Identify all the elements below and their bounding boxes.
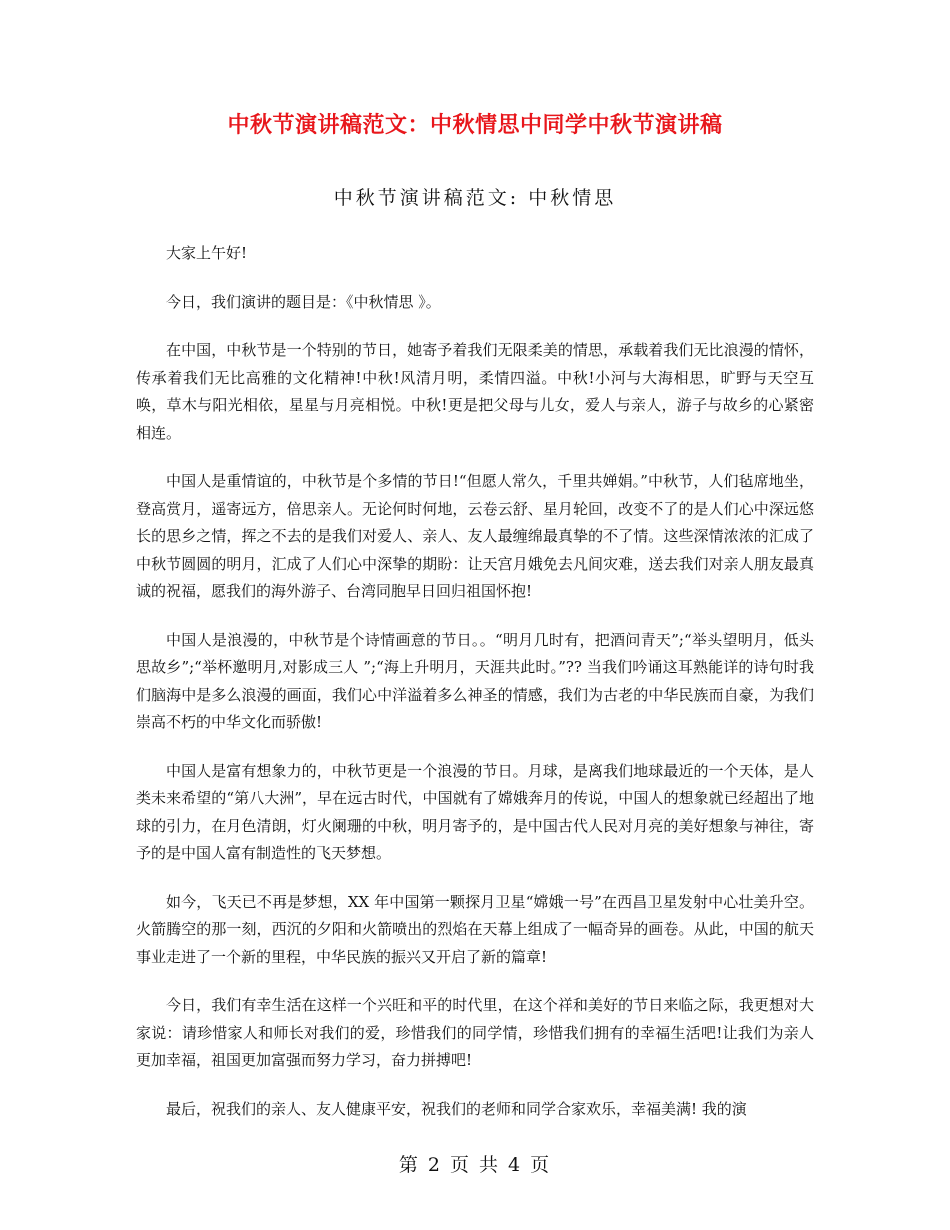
paragraph: 中国人是浪漫的，中秋节是个诗情画意的节日。。“明月几时有，把酒问青天”;“举头望明月，低头思故乡”;“举杯邀明月,对影成三人 ”;“海上升明月，天涯共此时。”?? 当我们吟诵这耳熟能详的诗句时我们脑海中是多么浪漫的画面，我们心中洋溢着多么神圣的情感，我们为古老的中华民族而自豪，为我们崇高不朽的中华文化而骄傲! xyxy=(136,630,814,731)
paragraph: 中国人是富有想象力的，中秋节更是一个浪漫的节日。月球，是离我们地球最近的一个天体，是人类未来希望的“第八大洲”，早在远古时代，中国就有了嫦娥奔月的传说，中国人的想象就已经超出了地球的引力，在月色清朗，灯火阑珊的中秋，明月寄予的，是中国古代人民对月亮的美好想象与神往，寄予的是中国人富有制造性的飞天梦想。 xyxy=(136,761,814,862)
document-title: 中秋节演讲稿范文：中秋情思中同学中秋节演讲稿 xyxy=(227,113,723,138)
paragraph: 中国人是重情谊的，中秋节是个多情的节日!“但愿人常久，千里共婵娟。”中秋节，人们毡席地坐，登高赏月，遥寄远方，倍思亲人。无论何时何地，云卷云舒、星月轮回，改变不了的是人们心中深远悠长的思乡之情，挥之不去的是我们对爱人、亲人、友人最缠绵最真挚的不了情。这些深情浓浓的汇成了中秋节圆圆的明月，汇成了人们心中深挚的期盼：让天宫月娥免去凡间灾难，送去我们对亲人朋友最真诚的祝福，愿我们的海外游子、台湾同胞早日回归祖国怀抱! xyxy=(136,472,814,600)
paragraph-topic: 今日，我们演讲的题目是：《中秋情思 》。 xyxy=(166,292,441,311)
paragraph: 今日，我们有幸生活在这样一个兴旺和平的时代里，在这个祥和美好的节日来临之际，我更想对大家说：请珍惜家人和师长对我们的爱，珍惜我们的同学情，珍惜我们拥有的幸福生活吧!让我们为亲人更加幸福，祖国更加富强而努力学习，奋力拼搏吧! xyxy=(136,996,814,1069)
paragraph: 如今，飞天已不再是梦想，XX 年中国第一颗探月卫星“嫦娥一号”在西昌卫星发射中心壮美升空。 火箭腾空的那一刻，西沉的夕阳和火箭喷出的烈焰在天幕上组成了一幅奇异的画卷。从此，中国的航天事业走进了一个新的里程，中华民族的振兴又开启了新的篇章! xyxy=(136,892,814,966)
paragraph: 在中国，中秋节是一个特别的节日，她寄予着我们无限柔美的情思，承载着我们无比浪漫的情怀，传承着我们无比高雅的文化精神!中秋!风清月明，柔情四溢。中秋!小河与大海相思，旷野与天空互唤，草木与阳光相依，星星与月亮相悦。中秋!更是把父母与儿女，爱人与亲人，游子与故乡的心紧密相连。 xyxy=(136,341,814,442)
paragraph-greeting: 大家上午好! xyxy=(166,244,248,262)
paragraph-closing: 最后，祝我们的亲人、友人健康平安，祝我们的老师和同学合家欢乐，幸福美满! 我的演 xyxy=(166,1099,747,1118)
document-subtitle: 中秋节演讲稿范文: 中秋情思 xyxy=(333,187,617,209)
page-number-footer: 第 2 页 共 4 页 xyxy=(398,1154,552,1176)
document-body xyxy=(136,240,814,1144)
